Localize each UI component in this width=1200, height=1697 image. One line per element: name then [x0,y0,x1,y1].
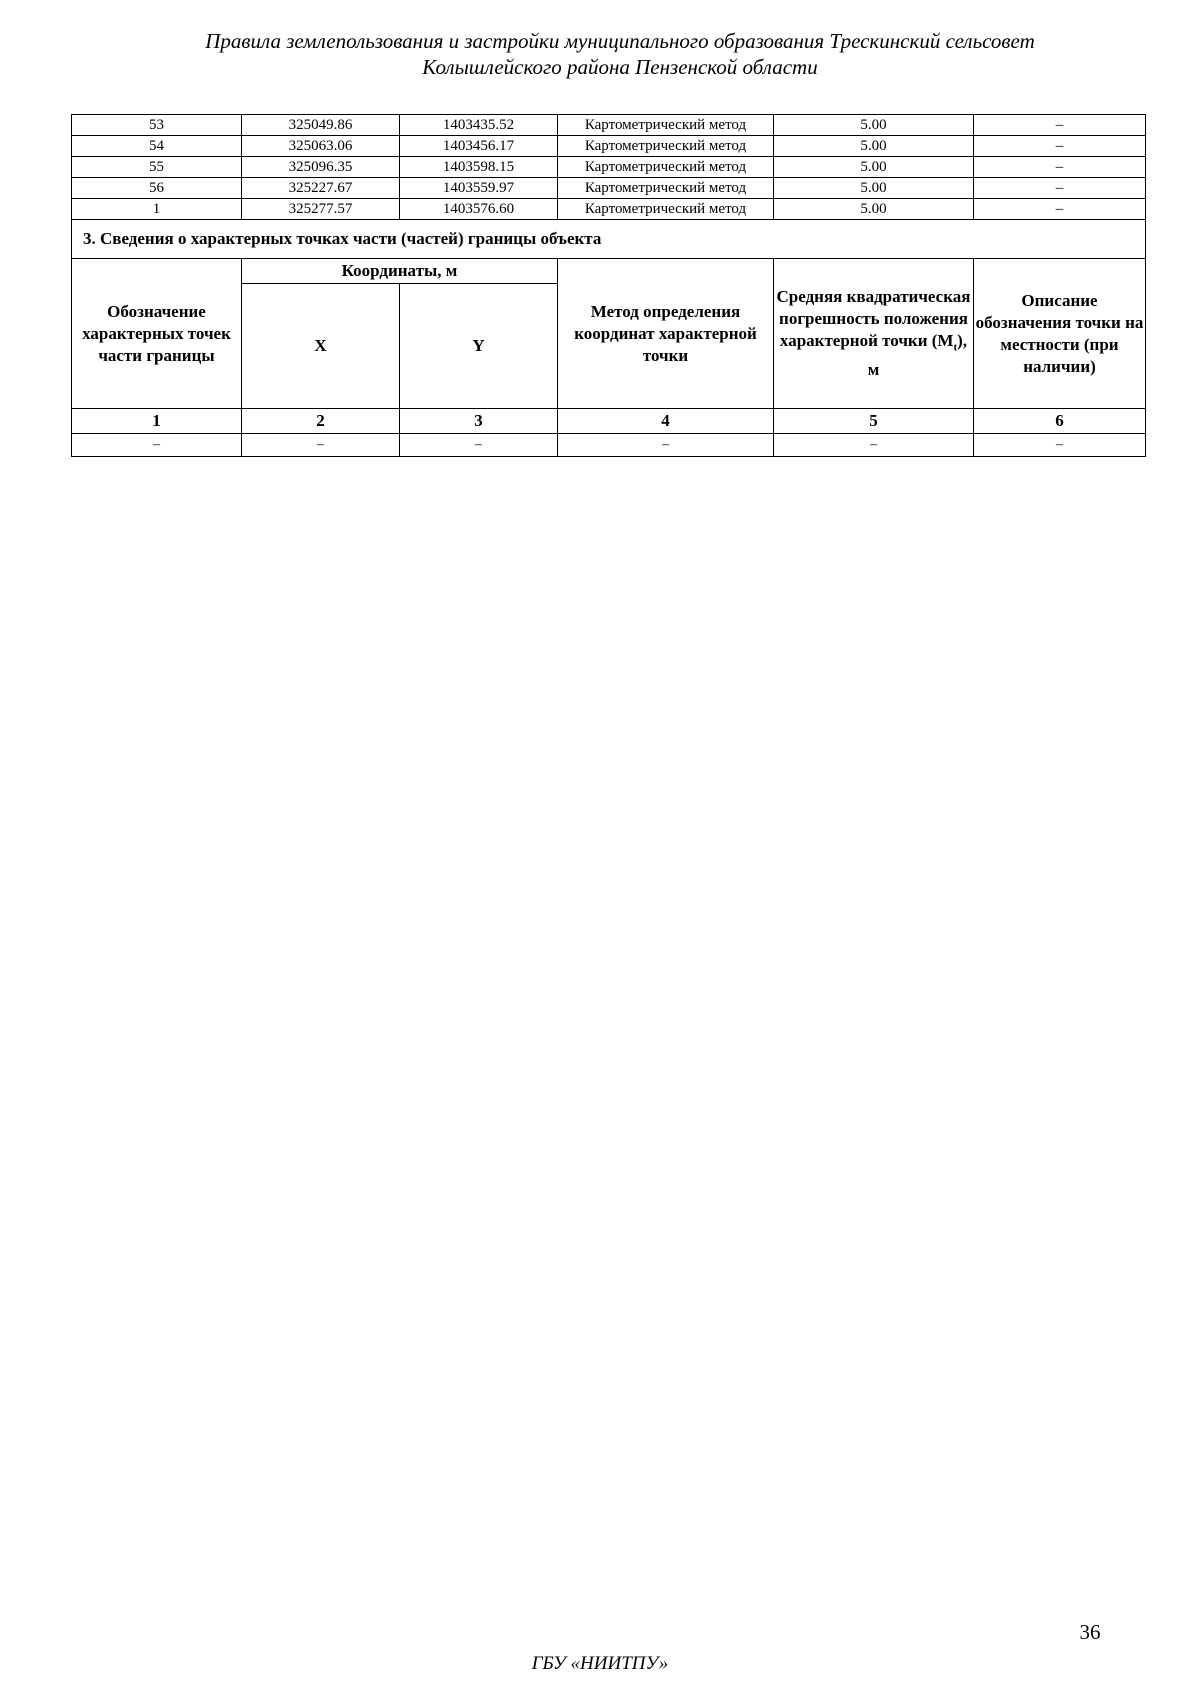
column-number: 6 [974,409,1146,434]
error-cell: 5.00 [774,157,974,178]
x-header: X [242,284,400,409]
point-number-cell: 53 [72,115,242,136]
error-header-text: Средняя квадратическая погрешность положения характерной точки (M [776,287,971,351]
empty-cell: – [974,434,1146,457]
description-cell: – [974,157,1146,178]
method-cell: Картометрический метод [558,115,774,136]
designation-header: Обозначение характерных точек части границы [72,259,242,409]
coordinates-header: Координаты, м [242,259,558,284]
header-row [72,259,1146,284]
column-numbers-row [72,409,1146,434]
empty-cell: – [242,434,400,457]
section-title-row [72,220,1146,259]
empty-cell: – [72,434,242,457]
x-coordinate-cell: 325063.06 [242,136,400,157]
x-coordinate-cell: 325096.35 [242,157,400,178]
x-coordinate-cell: 325049.86 [242,115,400,136]
error-cell: 5.00 [774,178,974,199]
column-number: 3 [400,409,558,434]
column-number: 4 [558,409,774,434]
boundary-points-table [71,114,1146,457]
error-cell: 5.00 [774,115,974,136]
column-number: 2 [242,409,400,434]
error-cell: 5.00 [774,136,974,157]
description-header: Описание обозначения точки на местности (при наличии) [974,259,1146,409]
method-cell: Картометрический метод [558,199,774,220]
document-footer: ГБУ «НИИТПУ» [531,1653,669,1674]
method-header: Метод определения координат характерной точки [558,259,774,409]
empty-cell: – [558,434,774,457]
description-cell: – [974,136,1146,157]
section-3-title: 3. Сведения о характерных точках части (частей) границы объекта [72,220,1146,259]
error-header-suffix: ), м [867,331,968,379]
y-coordinate-cell: 1403456.17 [400,136,558,157]
description-cell: – [974,115,1146,136]
y-coordinate-cell: 1403559.97 [400,178,558,199]
description-cell: – [974,199,1146,220]
method-cell: Картометрический метод [558,136,774,157]
x-coordinate-cell: 325277.57 [242,199,400,220]
x-coordinate-cell: 325227.67 [242,178,400,199]
point-number-cell: 1 [72,199,242,220]
page-number: 36 [1079,1620,1101,1644]
y-coordinate-cell: 1403576.60 [400,199,558,220]
table-row [72,115,1146,136]
point-number-cell: 54 [72,136,242,157]
error-header-subscript: t [953,341,958,354]
point-number-cell: 56 [72,178,242,199]
error-header [774,259,974,409]
y-coordinate-cell: 1403598.15 [400,157,558,178]
table-row [72,178,1146,199]
empty-cell: – [400,434,558,457]
method-cell: Картометрический метод [558,178,774,199]
column-number: 5 [774,409,974,434]
table-row [72,157,1146,178]
y-header: Y [400,284,558,409]
column-number: 1 [72,409,242,434]
header-line-2: Колышлейского района Пензенской области [422,55,818,79]
description-cell: – [974,178,1146,199]
header-line-1: Правила землепользования и застройки муниципального образования Трескинский сельсовет [205,29,1035,53]
table-row [72,136,1146,157]
error-cell: 5.00 [774,199,974,220]
document-header [120,28,1120,80]
point-number-cell: 55 [72,157,242,178]
y-coordinate-cell: 1403435.52 [400,115,558,136]
table-row [72,199,1146,220]
empty-cell: – [774,434,974,457]
method-cell: Картометрический метод [558,157,774,178]
empty-data-row [72,434,1146,457]
